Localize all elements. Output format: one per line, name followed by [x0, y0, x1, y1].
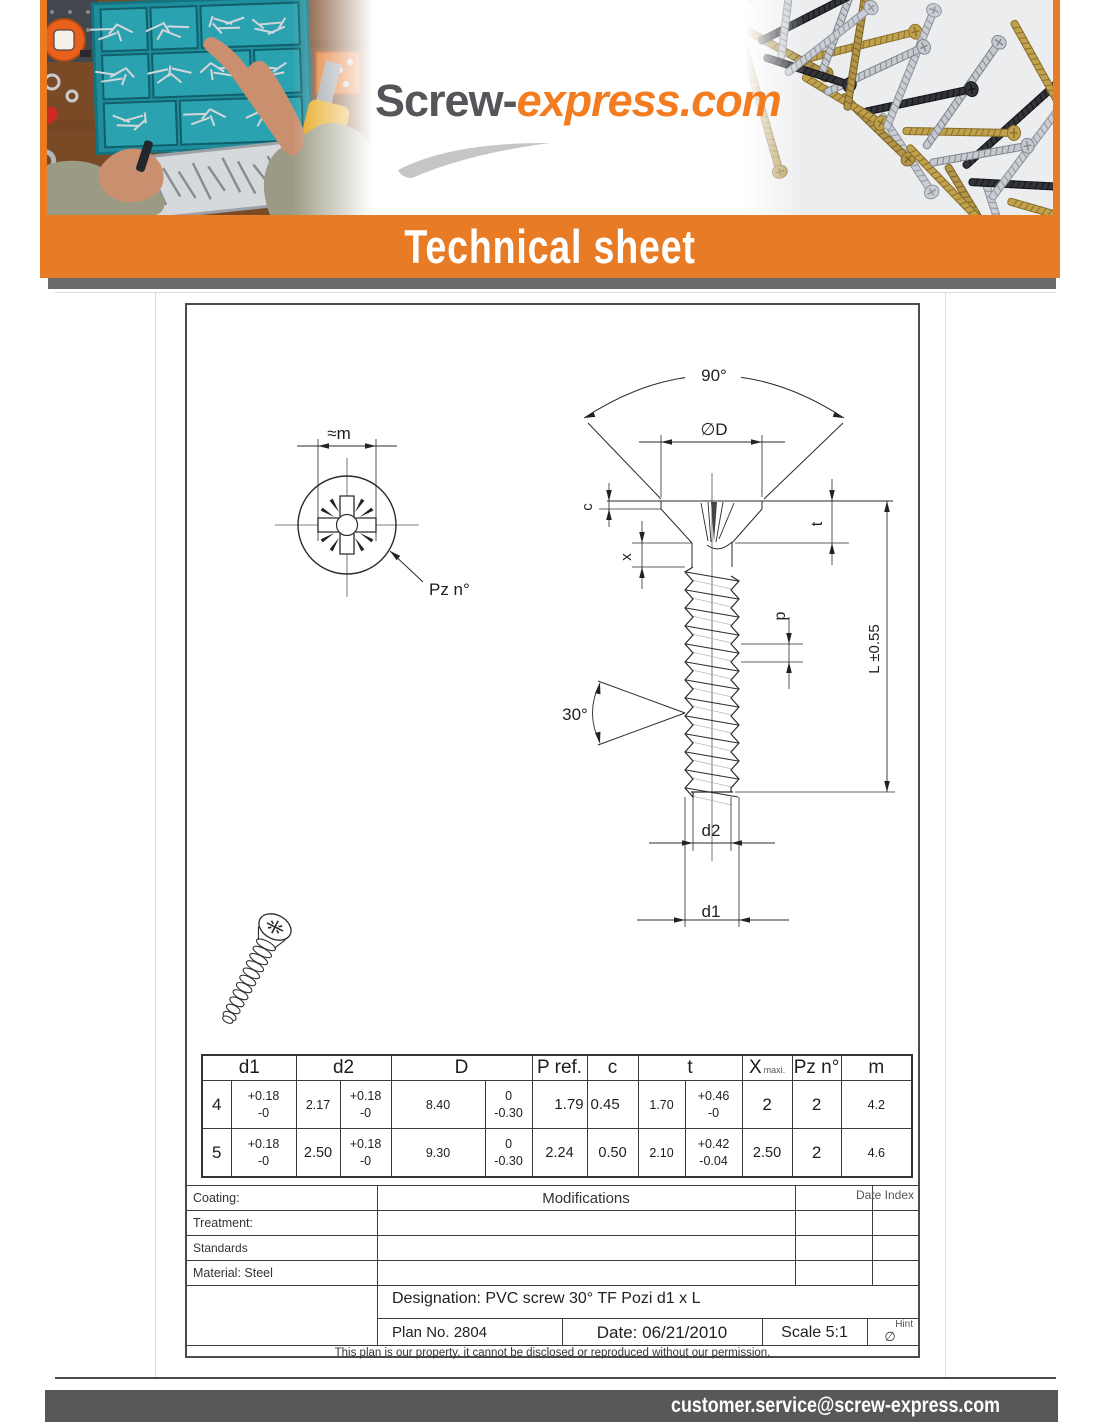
cell: 4: [202, 1081, 231, 1129]
hint-symbol: ∅: [884, 1329, 896, 1344]
col-x-maxi: X maxi.: [742, 1055, 792, 1081]
cell: 0 -0.30: [485, 1081, 532, 1129]
table-header-row: [202, 1055, 912, 1081]
cell: 2.10: [638, 1129, 685, 1178]
col-d2: d2: [296, 1055, 391, 1081]
banner: [40, 215, 1060, 278]
label-d2: d2: [701, 821, 721, 840]
logo-suffix: express.com: [516, 75, 781, 126]
drawing-frame: [185, 303, 920, 1358]
cell: 8.40: [391, 1081, 485, 1129]
modifications-label: Modifications: [542, 1190, 630, 1207]
col-t: t: [638, 1055, 742, 1081]
label-pz-no: Pz n°: [429, 580, 470, 599]
banner-underline: [48, 278, 1056, 289]
label-x: x: [618, 553, 635, 561]
header-photo-screw-pile: [745, 0, 1060, 215]
cell: +0.42 -0.04: [685, 1129, 742, 1178]
col-c: c: [587, 1055, 638, 1081]
scale-label: Scale 5:1: [781, 1324, 848, 1341]
isometric-screw: [211, 909, 295, 1030]
workbench-photo-illustration: [40, 0, 373, 215]
label-d1: d1: [701, 902, 721, 921]
table-row: [202, 1081, 912, 1129]
cell: 2: [792, 1129, 841, 1178]
plan-no-label: Plan No. 2804: [392, 1324, 488, 1341]
dimension-table: [201, 1054, 913, 1178]
cell: 5: [202, 1129, 231, 1178]
designation-label: Designation: PVC screw 30° TF Pozi d1 x L: [392, 1290, 701, 1307]
cell: 2: [742, 1081, 792, 1129]
col-pz-no: Pz n°: [792, 1055, 841, 1081]
cell: 2.50: [296, 1129, 340, 1178]
cell: 0.45: [587, 1081, 638, 1129]
cell: 1.79: [532, 1081, 587, 1129]
cell: 4.6: [841, 1129, 912, 1178]
date-index-label: Date Index: [855, 1188, 914, 1202]
dimension-arrows: [318, 412, 890, 923]
table-row: [202, 1129, 912, 1178]
guide-line-top: [55, 292, 1056, 293]
logo-prefix: Screw-: [375, 75, 517, 126]
cell: 2.17: [296, 1081, 340, 1129]
disclaimer: This plan is our property, it cannot be disclosed or reproduced without our permission.: [334, 1347, 771, 1359]
standards-label: Standards: [193, 1241, 248, 1255]
label-p: p: [772, 611, 789, 621]
label-90deg: 90°: [701, 366, 727, 385]
header-photo-workbench: [40, 0, 373, 215]
label-30deg: 30°: [562, 705, 588, 724]
cell: 2.50: [742, 1129, 792, 1178]
cell: 2.24: [532, 1129, 587, 1178]
material-label: Material: Steel: [193, 1266, 273, 1280]
cell: 2: [792, 1081, 841, 1129]
cell: 1.70: [638, 1081, 685, 1129]
banner-title: Technical sheet: [404, 220, 696, 273]
footer-bar: [45, 1390, 1058, 1422]
col-D: D: [391, 1055, 532, 1081]
logo: [375, 75, 781, 127]
col-p-ref: P ref.: [532, 1055, 587, 1081]
cell: 9.30: [391, 1129, 485, 1178]
guide-line-right: [945, 292, 946, 1377]
cell: +0.18 -0: [231, 1129, 296, 1178]
screw-technical-drawing: [187, 305, 918, 1053]
date-label: Date: 06/21/2010: [596, 1323, 728, 1342]
label-t: t: [809, 521, 826, 527]
cell: 4.2: [841, 1081, 912, 1129]
label-dia-D: ∅D: [700, 420, 728, 439]
cell: 0.50: [587, 1129, 638, 1178]
cell: 0 -0.30: [485, 1129, 532, 1178]
cell: +0.18 -0: [231, 1081, 296, 1129]
logo-swoosh: [392, 138, 557, 180]
col-m: m: [841, 1055, 912, 1081]
cell: +0.46 -0: [685, 1081, 742, 1129]
label-m: ≈m: [327, 424, 351, 443]
treatment-label: Treatment:: [193, 1216, 253, 1230]
cell: +0.18 -0: [340, 1081, 391, 1129]
hint-label: Hint: [895, 1319, 913, 1330]
label-L: L ±0.55: [866, 624, 883, 674]
footer-email[interactable]: customer.service@screw-express.com: [671, 1394, 1000, 1417]
col-d1: d1: [202, 1055, 296, 1081]
footer-rule: [55, 1377, 1056, 1379]
top-view: [275, 439, 423, 597]
cell: +0.18 -0: [340, 1129, 391, 1178]
screw-pile-illustration: [745, 0, 1060, 215]
label-c: c: [579, 503, 596, 511]
coating-label: Coating:: [193, 1191, 240, 1205]
guide-line-left: [155, 292, 156, 1377]
